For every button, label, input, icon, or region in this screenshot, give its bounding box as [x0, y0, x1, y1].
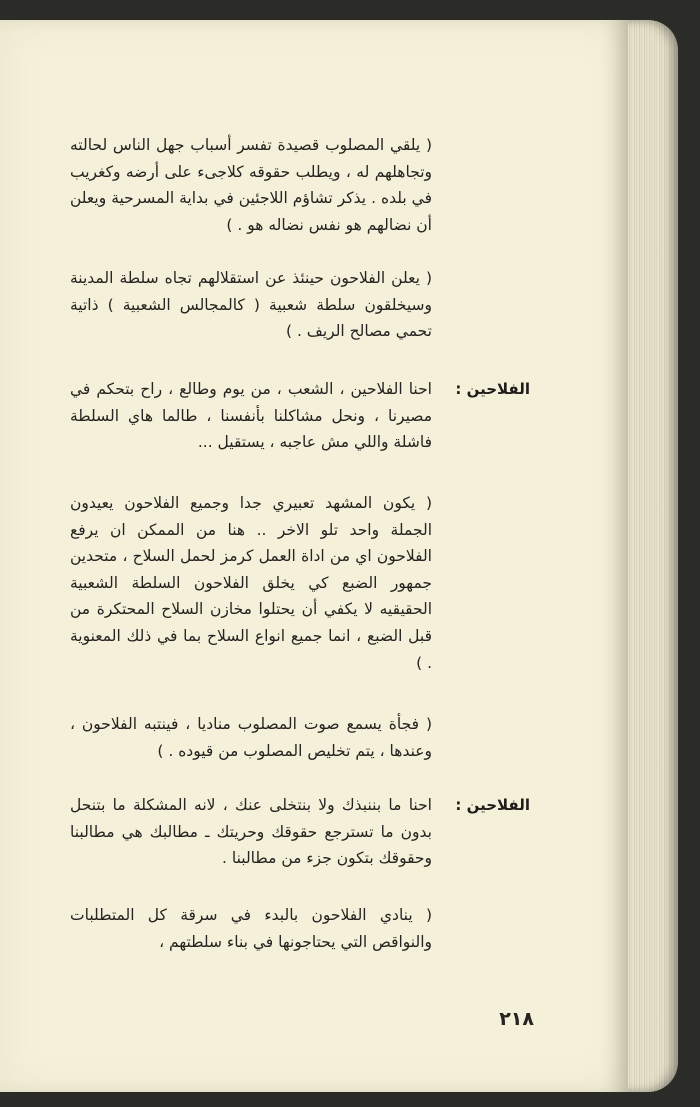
speaker-label: الفلاحين :: [455, 796, 530, 814]
stage-direction: ( يعلن الفلاحون حينئذ عن استقلالهم تجاه سلطة المدينة وسيخلقون سلطة شعبية ( كالمجالس الشعبية ) ذاتية تحمي مصالح الريف . ): [70, 269, 432, 341]
stage-direction: ( يلقي المصلوب قصيدة تفسر أسباب جهل الناس لحالته وتجاهلهم له ، ويطلب حقوقه كلاجىء على أرضه وكغريب في بلده . يذكر تشاؤم اللاجئين في بداية المسرحية ويعلن أن نضالهم هو نفس نضاله هو . ): [70, 136, 432, 234]
page-number: ٢١٨: [499, 1008, 534, 1030]
stage-direction: ( فجأة يسمع صوت المصلوب مناديا ، فينتبه الفلاحون ، وعندها ، يتم تخليص المصلوب من قيوده . ): [70, 715, 432, 760]
speaker-label: الفلاحين :: [455, 380, 530, 398]
dialogue-line: احنا ما بننبذك ولا بنتخلى عنك ، لانه المشكلة ما بتنحل بدون ما تسترجع حقوقك وحريتك ـ مطالبك هي مطالبنا وحقوقك بتكون جزء من مطالبنا .: [70, 796, 432, 868]
dialogue-line: احنا الفلاحين ، الشعب ، من يوم وطالع ، راح بتحكم في مصيرنا ، ونحل مشاكلنا بأنفسنا ، طالما هاي السلطة فاشلة واللي مش عاجبه ، يستقيل ...: [70, 380, 432, 452]
stage-direction: ( يكون المشهد تعبيري جدا وجميع الفلاحون يعيدون الجملة واحد تلو الاخر .. هنا من الممكن ان يرفع الفلاحون اي من اداة العمل كرمز لحمل السلاح ، متحدين جمهور الضبع كي يخلق الفلاحون السلطة الشعبية الحقيقيه لا يكفي أن يحتلوا مخازن السلاح المحتكرة من قبل الضبع ، انما جميع انواع السلاح بما في ذلك المعنوية . ): [70, 494, 432, 672]
stage-direction: ( ينادي الفلاحون بالبدء في سرقة كل المتطلبات والنواقص التي يحتاجونها في بناء سلطتهم ،: [70, 906, 432, 951]
book-page: [0, 20, 628, 1092]
